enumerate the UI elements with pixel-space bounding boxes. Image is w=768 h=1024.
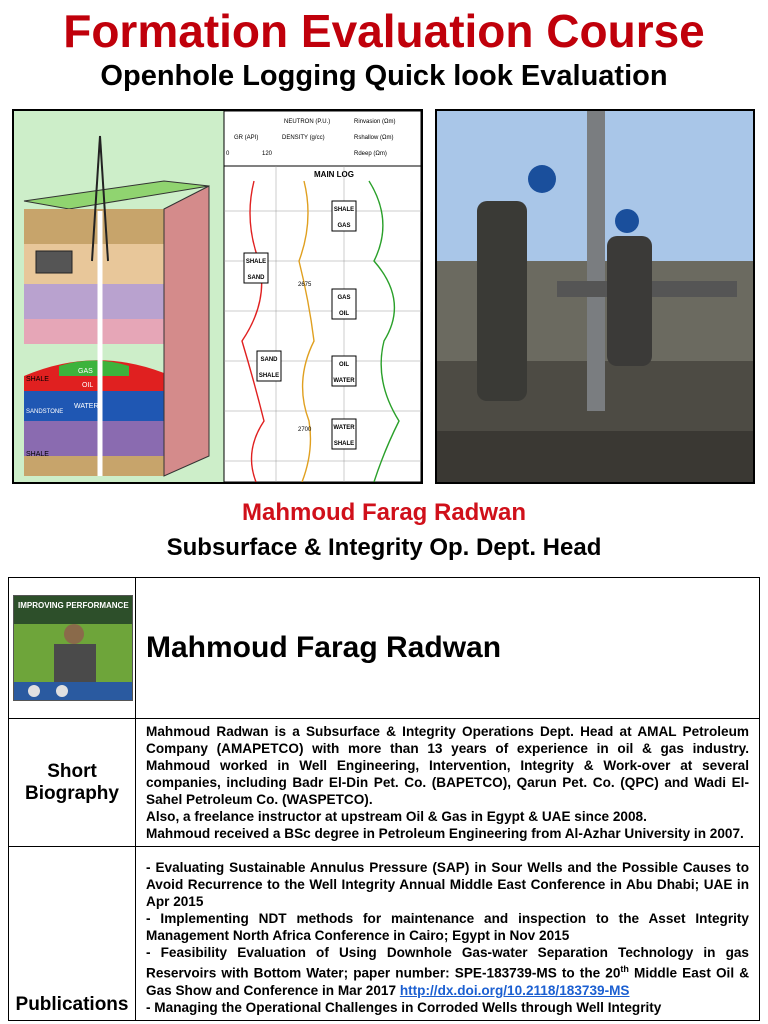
annot-3-bottom: OIL — [339, 311, 349, 317]
rig-photo-icon — [437, 111, 753, 482]
svg-text:Rdeep (Ωm): Rdeep (Ωm) — [354, 151, 387, 157]
annot-6-top: WATER — [333, 425, 355, 431]
presenter-role: Subsurface & Integrity Op. Dept. Head — [166, 534, 602, 561]
svg-text:MAIN LOG: MAIN LOG — [314, 170, 354, 179]
publication-item: - Evaluating Sustainable Annulus Pressure (SAP) in Sour Wells and the Possible Causes to Avoid Recurrence to the Well Integrity Annual Middle East Conference in Abu Dhabi; UAE in Apr 2015 — [146, 860, 749, 909]
annot-5-bottom: WATER — [333, 378, 355, 384]
svg-text:0: 0 — [226, 151, 230, 157]
annot-3-top: GAS — [337, 295, 351, 301]
bio-line: Also, a freelance instructor at upstream Oil & Gas in Egypt & UAE since 2008. — [146, 809, 647, 824]
publication-item: - Feasibility Evaluation of Using Downhole Gas-water Separation Technology in gas Reservoirs with Bottom Water; paper number: SPE-183739-MS to the 20th Middle East Oil & Gas Show and Conference in Mar 2017 http://dx.doi.org/10.2118/183739-MS — [146, 945, 750, 998]
bio-table — [8, 577, 760, 1021]
course-title: Formation Evaluation Course — [63, 5, 705, 57]
annot-4-bottom: SHALE — [258, 373, 280, 379]
annot-1-top: SHALE — [333, 207, 355, 213]
annot-2-top: SHALE — [245, 259, 267, 265]
publications-label: Publications — [9, 847, 136, 1021]
annot-4-top: SAND — [260, 357, 278, 363]
photo-banner-text: IMPROVING PERFORMANCE — [18, 601, 129, 610]
publication-item: - Managing the Operational Challenges in Corroded Wells through Well Integrity — [146, 999, 662, 1015]
annot-6-bottom: SHALE — [333, 441, 355, 447]
annot-1-bottom: GAS — [337, 223, 351, 229]
depth-tick-2675: 2675 — [298, 282, 312, 288]
bio-name: Mahmoud Farag Radwan — [136, 578, 760, 719]
rig-workers-photo — [435, 109, 755, 484]
svg-text:NEUTRON (P.U.): NEUTRON (P.U.) — [284, 119, 331, 125]
svg-text:GR (API): GR (API) — [234, 135, 259, 141]
publications-text — [136, 847, 760, 1021]
bio-line: Mahmoud Radwan is a Subsurface & Integrity Operations Dept. Head at AMAL Petroleum Company (AMAPETCO) with more than 13 years of experience in oil & gas industry. Mahmoud worked in Well Engineering, Intervention, Integrity & Work-over at several companies, including Badr El-Din Pet. Co. (BAPETCO), Qarun Pet. Co. (QPC) and Wadi El-Sahel Petroleum Co. (WASPETCO). — [146, 724, 749, 807]
course-subtitle: Openhole Logging Quick look Evaluation — [100, 60, 668, 92]
logging-truck — [36, 251, 72, 273]
depth-tick-2700: 2700 — [298, 427, 312, 433]
bio-line: Mahmoud received a BSc degree in Petroleum Engineering from Al-Azhar University in 2007. — [146, 826, 744, 841]
publication-item: - Implementing NDT methods for maintenance and inspection to the Asset Integrity Management North Africa Conference in Cairo; Egypt in Nov 2015 — [146, 911, 749, 943]
annot-5-top: OIL — [339, 362, 349, 368]
short-bio-text — [136, 719, 760, 847]
svg-text:Rshallow (Ωm): Rshallow (Ωm) — [354, 135, 394, 141]
presenter-name: Mahmoud Farag Radwan — [241, 499, 527, 526]
doi-link[interactable]: http://dx.doi.org/10.2118/183739-MS — [399, 982, 630, 998]
annot-2-bottom: SAND — [247, 275, 265, 281]
svg-text:DENSITY (g/cc): DENSITY (g/cc) — [282, 135, 325, 141]
layer-label-oil: OIL — [82, 382, 94, 389]
svg-text:120: 120 — [262, 151, 273, 157]
reservoir-log-figure — [12, 109, 423, 484]
layer-label-water: WATER — [74, 403, 99, 410]
short-bio-label: Short Biography — [9, 719, 136, 847]
layer-label-shale-bottom: SHALE — [26, 451, 49, 458]
svg-text:Rinvasion (Ωm): Rinvasion (Ωm) — [354, 119, 396, 125]
presenter-photo-cell — [9, 578, 136, 719]
reservoir-diagram — [14, 111, 421, 482]
layer-label-gas: GAS — [78, 368, 93, 375]
layer-label-shale: SHALE — [26, 376, 49, 383]
layer-label-sandstone: SANDSTONE — [26, 409, 64, 415]
presenter-photo — [13, 595, 133, 701]
